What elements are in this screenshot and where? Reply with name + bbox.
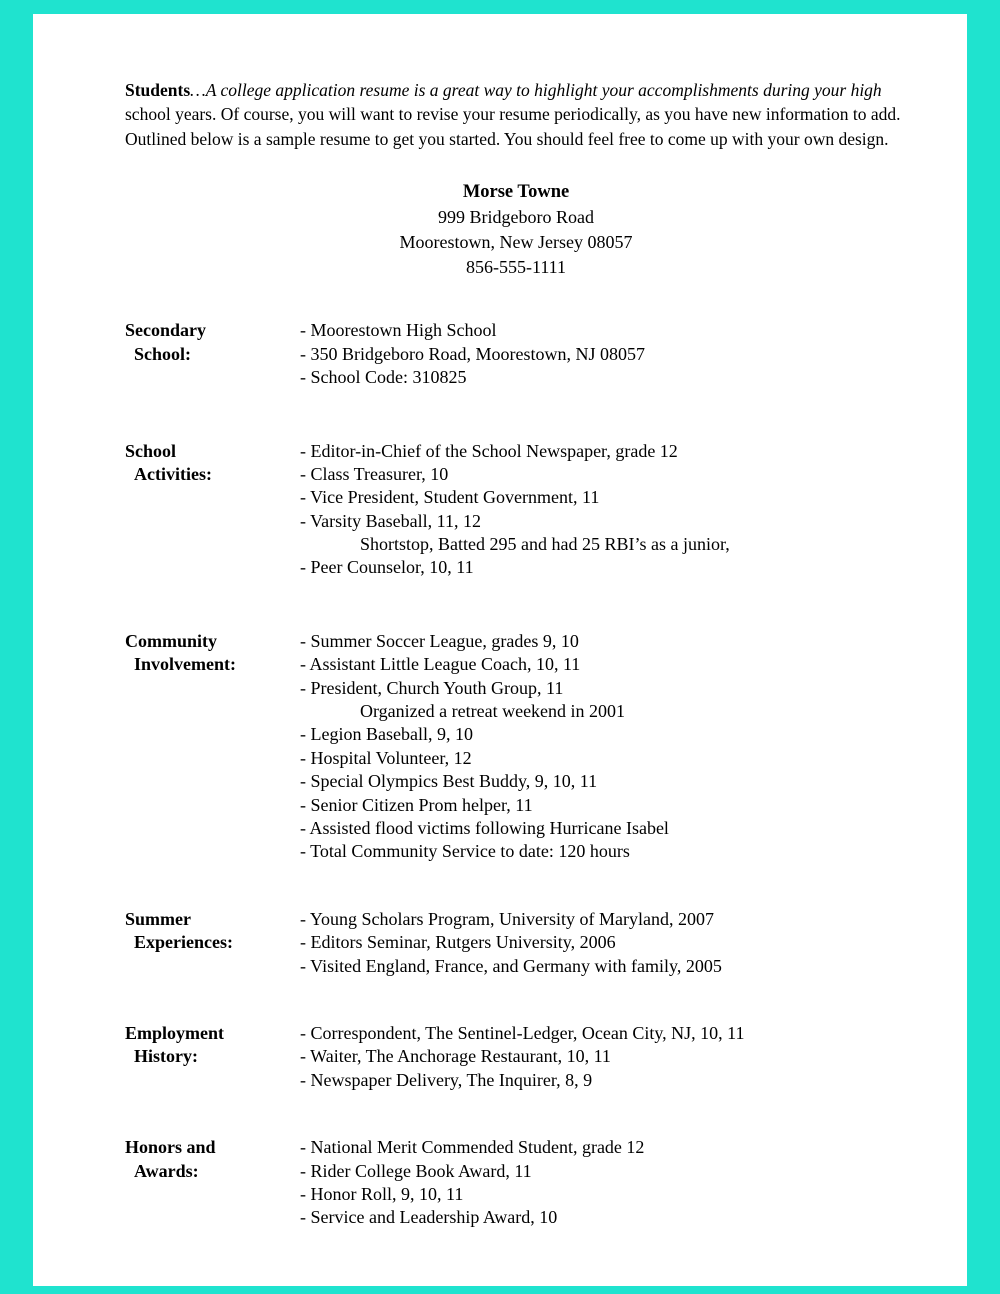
list-item: - Class Treasurer, 10 xyxy=(300,463,449,484)
section-body xyxy=(300,319,907,389)
section-label xyxy=(125,1136,300,1183)
list-item: - Hospital Volunteer, 12 xyxy=(300,747,472,768)
resume-section-honors-awards xyxy=(125,1136,907,1230)
section-label-line2: Involvement: xyxy=(134,654,236,675)
resume-section-school-activities xyxy=(125,440,907,580)
list-item-sub: Organized a retreat weekend in 2001 xyxy=(360,701,626,722)
section-label-line1: Summer xyxy=(125,908,191,929)
section-body xyxy=(300,1136,907,1230)
list-item: - School Code: 310825 xyxy=(300,367,467,388)
list-item: - Legion Baseball, 9, 10 xyxy=(300,724,473,745)
list-item: - Service and Leadership Award, 10 xyxy=(300,1207,558,1228)
list-item: - Waiter, The Anchorage Restaurant, 10, 11 xyxy=(300,1046,611,1067)
list-item: - Rider College Book Award, 11 xyxy=(300,1160,532,1181)
resume-header xyxy=(125,180,907,279)
section-label-line2: Activities: xyxy=(134,463,212,484)
section-label-line2: Experiences: xyxy=(134,932,233,953)
list-item: - Visited England, France, and Germany with family, 2005 xyxy=(300,955,722,976)
list-item: - Assistant Little League Coach, 10, 11 xyxy=(300,654,581,675)
list-item: - Young Scholars Program, University of Maryland, 2007 xyxy=(300,908,714,929)
list-item: - Editors Seminar, Rutgers University, 2006 xyxy=(300,932,616,953)
section-label-line1: Honors and xyxy=(125,1137,216,1158)
applicant-address: 999 Bridgeboro Road xyxy=(438,207,594,228)
resume-section-summer-experiences xyxy=(125,908,907,978)
list-item: - Editor-in-Chief of the School Newspaper, grade 12 xyxy=(300,440,678,461)
list-item: - Total Community Service to date: 120 hours xyxy=(300,841,630,862)
list-item: - Moorestown High School xyxy=(300,320,497,341)
section-label xyxy=(125,630,300,677)
list-item: - 350 Bridgeboro Road, Moorestown, NJ 08057 xyxy=(300,343,645,364)
resume-section-secondary-school xyxy=(125,319,907,389)
section-label-line1: Employment xyxy=(125,1022,224,1043)
applicant-city-state-zip: Moorestown, New Jersey 08057 xyxy=(399,232,633,253)
list-item: - Correspondent, The Sentinel-Ledger, Ocean City, NJ, 10, 11 xyxy=(300,1022,745,1043)
list-item: - National Merit Commended Student, grade 12 xyxy=(300,1137,645,1158)
section-body xyxy=(300,908,907,978)
list-item: - Honor Roll, 9, 10, 11 xyxy=(300,1183,464,1204)
section-label-line2: History: xyxy=(134,1046,198,1067)
list-item: - President, Church Youth Group, 11 xyxy=(300,677,564,698)
section-label-line1: Secondary xyxy=(125,320,206,341)
resume-sections xyxy=(125,319,907,1229)
intro-rest: school years. Of course, you will want to revise your resume periodically, as you have new information to add. Outlined below is a sample resume to get you started. You should feel free to come up with your own design. xyxy=(125,104,901,150)
list-item: - Special Olympics Best Buddy, 9, 10, 11 xyxy=(300,771,598,792)
section-label-line2: School: xyxy=(134,343,192,364)
section-label xyxy=(125,908,300,955)
section-label xyxy=(125,440,300,487)
section-body xyxy=(300,440,907,580)
applicant-phone: 856-555-1111 xyxy=(466,256,566,277)
intro-lead-bold: Students xyxy=(125,79,191,100)
section-label-line1: School xyxy=(125,440,177,461)
section-label xyxy=(125,319,300,366)
list-item: - Summer Soccer League, grades 9, 10 xyxy=(300,630,579,651)
list-item: - Senior Citizen Prom helper, 11 xyxy=(300,794,533,815)
document-page xyxy=(33,14,967,1286)
list-item: - Peer Counselor, 10, 11 xyxy=(300,557,474,578)
section-label-line2: Awards: xyxy=(134,1160,199,1181)
resume-section-community-involvement xyxy=(125,630,907,864)
section-body xyxy=(300,630,907,864)
list-item: - Assisted flood victims following Hurricane Isabel xyxy=(300,817,669,838)
intro-paragraph xyxy=(125,78,907,153)
resume-section-employment-history xyxy=(125,1022,907,1092)
list-item: - Varsity Baseball, 11, 12 xyxy=(300,510,481,531)
list-item: - Vice President, Student Government, 11 xyxy=(300,487,600,508)
applicant-name: Morse Towne xyxy=(462,182,570,203)
list-item-sub: Shortstop, Batted 295 and had 25 RBI’s as a junior, xyxy=(360,534,730,555)
section-label xyxy=(125,1022,300,1069)
section-label-line1: Community xyxy=(125,630,218,651)
list-item: - Newspaper Delivery, The Inquirer, 8, 9 xyxy=(300,1069,593,1090)
intro-lead-italic: …A college application resume is a great way to highlight your accomplishments during your high xyxy=(190,79,882,100)
section-body xyxy=(300,1022,907,1092)
